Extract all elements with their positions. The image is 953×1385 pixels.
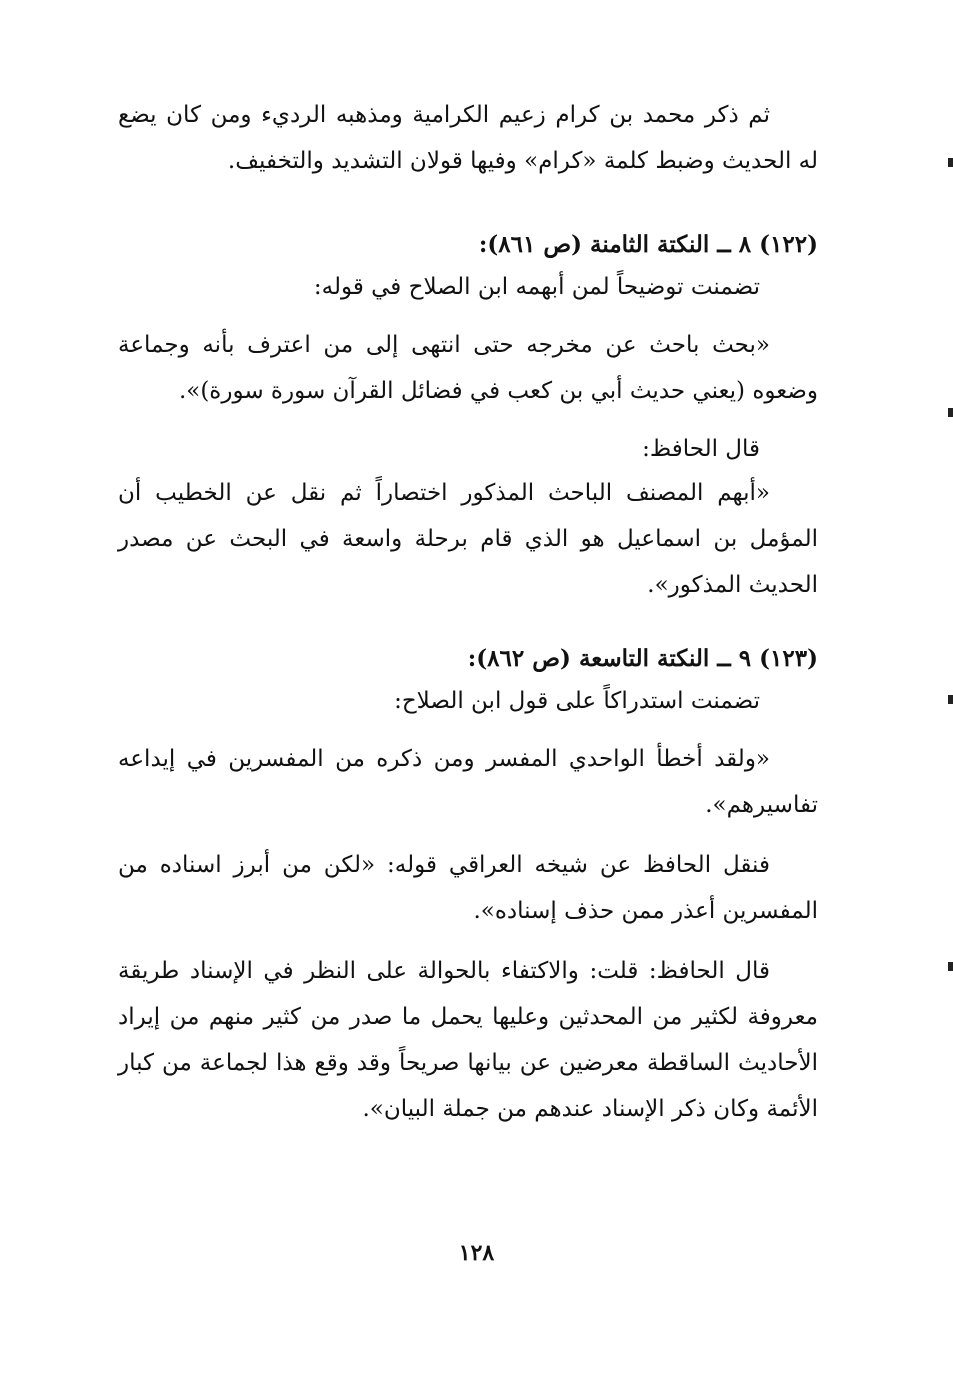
margin-mark — [948, 158, 953, 167]
section-heading-122: (١٢٢) ٨ ــ النكتة الثامنة (ص ٨٦١): — [478, 231, 818, 258]
paragraph-hafiz-comment: قال الحافظ: قلت: والاكتفاء بالحوالة على النظر في الإسناد طريقة معروفة لكثير من المحدثين وعليها يحمل ما صدر من كثير منهم من إيراد الأحاديث الساقطة معرضين عن بيانها صريحاً وقد وقع هذا لجماعة من كبار الأئمة وكان ذكر الإسناد عندهم من جملة البيان». — [118, 958, 818, 1122]
quote-ibn-salah-123: «ولقد أخطأ الواحدي المفسر ومن ذكره من المفسرين في إيداعه تفاسيرهم». — [118, 746, 818, 818]
quote-ibn-salah-122: «بحث باحث عن مخرجه حتى انتهى إلى من اعترف بأنه وجماعة وضعوه (يعني حديث أبي بن كعب في فضائل القرآن سورة سورة)». — [118, 332, 818, 404]
quote-hafiz-122: «أبهم المصنف الباحث المذكور اختصاراً ثم نقل عن الخطيب أن المؤمل بن اسماعيل هو الذي قام برحلة واسعة في البحث عن مصدر الحديث المذكور». — [118, 480, 818, 598]
paragraph-iraqi: فنقل الحافظ عن شيخه العراقي قوله: «لكن من أبرز اسناده من المفسرين أعذر ممن حذف إسناده». — [118, 852, 818, 924]
section-intro-123: تضمنت استدراكاً على قول ابن الصلاح: — [394, 688, 760, 714]
margin-mark — [948, 962, 953, 971]
section-heading-123: (١٢٣) ٩ ــ النكتة التاسعة (ص ٨٦٢): — [467, 645, 818, 672]
margin-mark — [948, 408, 953, 417]
hafiz-label: قال الحافظ: — [642, 436, 760, 462]
margin-mark — [948, 695, 953, 704]
section-intro-122: تضمنت توضيحاً لمن أبهمه ابن الصلاح في قوله: — [313, 274, 760, 300]
page-body — [118, 92, 818, 1132]
page-number: ١٢٨ — [458, 1240, 495, 1266]
paragraph-karram: ثم ذكر محمد بن كرام زعيم الكرامية ومذهبه الرديء ومن كان يضع له الحديث وضبط كلمة «كرام» وفيها قولان التشديد والتخفيف. — [118, 102, 818, 174]
